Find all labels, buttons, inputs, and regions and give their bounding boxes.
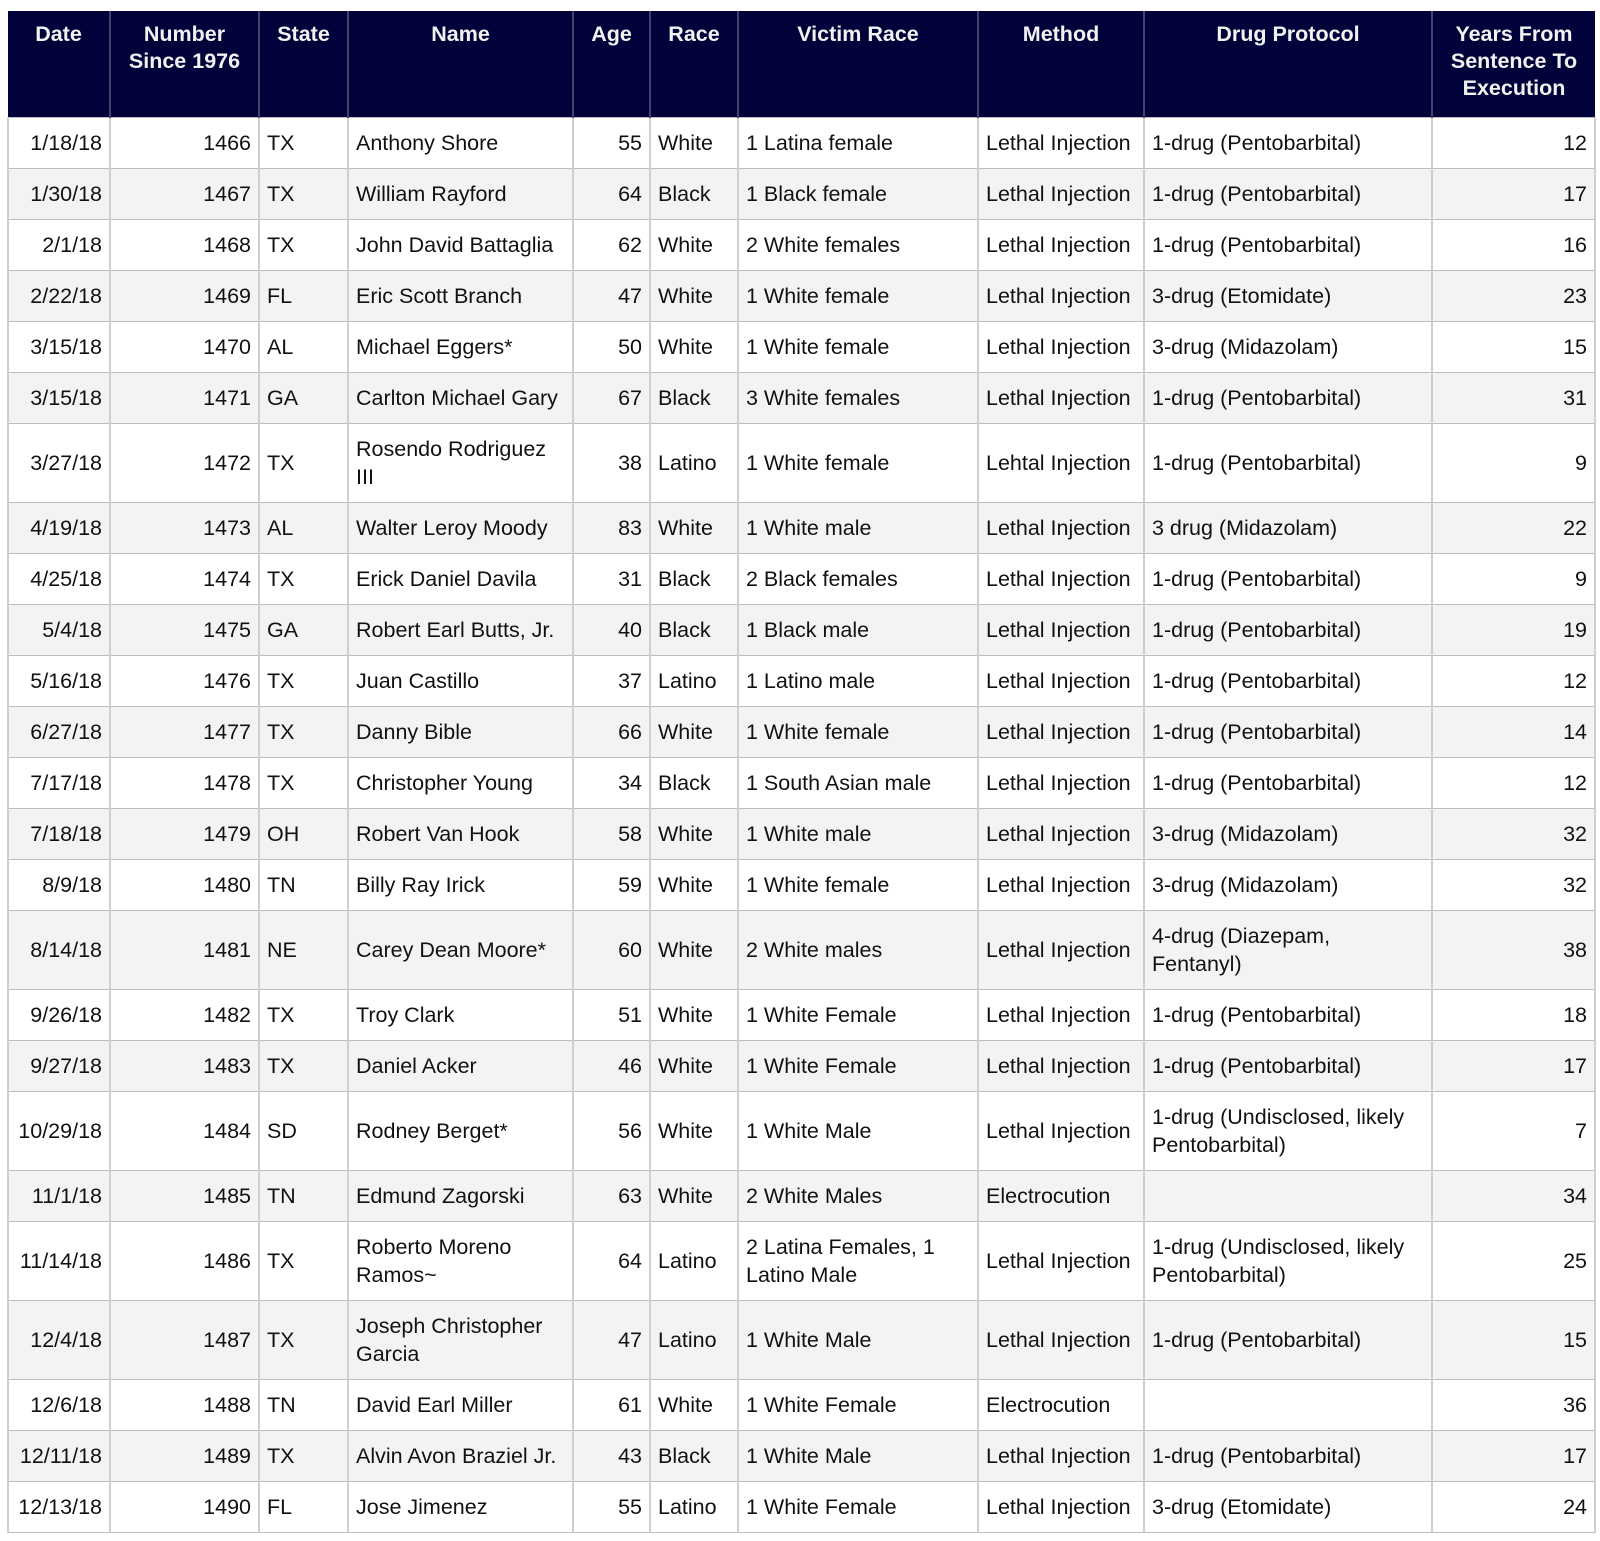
cell-drug-protocol: 1-drug (Pentobarbital) xyxy=(1144,1301,1432,1380)
cell-name: Alvin Avon Braziel Jr. xyxy=(348,1431,573,1482)
cell-name: Walter Leroy Moody xyxy=(348,503,573,554)
cell-name: Carlton Michael Gary xyxy=(348,373,573,424)
cell-method: Lethal Injection xyxy=(978,1431,1144,1482)
cell-name: Troy Clark xyxy=(348,990,573,1041)
cell-method: Lethal Injection xyxy=(978,322,1144,373)
cell-method: Lethal Injection xyxy=(978,707,1144,758)
cell-name: Billy Ray Irick xyxy=(348,860,573,911)
cell-age: 47 xyxy=(573,1301,650,1380)
cell-name: Carey Dean Moore* xyxy=(348,911,573,990)
cell-name: William Rayford xyxy=(348,169,573,220)
cell-age: 59 xyxy=(573,860,650,911)
cell-date: 5/16/18 xyxy=(8,656,110,707)
cell-age: 56 xyxy=(573,1092,650,1171)
cell-years: 32 xyxy=(1432,809,1595,860)
cell-date: 3/15/18 xyxy=(8,373,110,424)
cell-years: 17 xyxy=(1432,169,1595,220)
cell-drug-protocol: 1-drug (Pentobarbital) xyxy=(1144,554,1432,605)
cell-number: 1488 xyxy=(110,1380,259,1431)
cell-method: Lethal Injection xyxy=(978,271,1144,322)
column-header-date: Date xyxy=(8,11,110,118)
cell-method: Lethal Injection xyxy=(978,554,1144,605)
table-row xyxy=(8,169,1595,220)
cell-date: 3/27/18 xyxy=(8,424,110,503)
cell-date: 8/9/18 xyxy=(8,860,110,911)
cell-name: Anthony Shore xyxy=(348,118,573,169)
cell-years: 36 xyxy=(1432,1380,1595,1431)
table-row xyxy=(8,271,1595,322)
cell-race: White xyxy=(650,1092,738,1171)
cell-method: Lethal Injection xyxy=(978,990,1144,1041)
cell-victim-race: 1 White Female xyxy=(738,1041,978,1092)
cell-years: 18 xyxy=(1432,990,1595,1041)
cell-age: 58 xyxy=(573,809,650,860)
cell-number: 1490 xyxy=(110,1482,259,1533)
cell-years: 17 xyxy=(1432,1431,1595,1482)
cell-years: 17 xyxy=(1432,1041,1595,1092)
cell-method: Lethal Injection xyxy=(978,1222,1144,1301)
cell-drug-protocol: 1-drug (Pentobarbital) xyxy=(1144,1431,1432,1482)
cell-name: Roberto Moreno Ramos~ xyxy=(348,1222,573,1301)
cell-drug-protocol: 1-drug (Pentobarbital) xyxy=(1144,220,1432,271)
cell-drug-protocol: 1-drug (Pentobarbital) xyxy=(1144,605,1432,656)
cell-victim-race: 3 White females xyxy=(738,373,978,424)
cell-state: TX xyxy=(259,1222,348,1301)
cell-race: Black xyxy=(650,605,738,656)
cell-race: Latino xyxy=(650,424,738,503)
table-row xyxy=(8,503,1595,554)
table-row xyxy=(8,373,1595,424)
cell-years: 15 xyxy=(1432,322,1595,373)
cell-drug-protocol xyxy=(1144,1380,1432,1431)
cell-age: 46 xyxy=(573,1041,650,1092)
cell-date: 4/25/18 xyxy=(8,554,110,605)
table-row xyxy=(8,656,1595,707)
cell-age: 40 xyxy=(573,605,650,656)
cell-victim-race: 1 White female xyxy=(738,707,978,758)
table-row xyxy=(8,1431,1595,1482)
cell-race: Latino xyxy=(650,1222,738,1301)
cell-drug-protocol: 1-drug (Undisclosed, likely Pentobarbital) xyxy=(1144,1222,1432,1301)
cell-drug-protocol: 1-drug (Pentobarbital) xyxy=(1144,424,1432,503)
cell-race: Latino xyxy=(650,656,738,707)
cell-drug-protocol: 3-drug (Midazolam) xyxy=(1144,809,1432,860)
cell-age: 61 xyxy=(573,1380,650,1431)
cell-number: 1470 xyxy=(110,322,259,373)
cell-years: 38 xyxy=(1432,911,1595,990)
cell-name: Eric Scott Branch xyxy=(348,271,573,322)
cell-age: 83 xyxy=(573,503,650,554)
cell-date: 12/6/18 xyxy=(8,1380,110,1431)
table-row xyxy=(8,809,1595,860)
table-row xyxy=(8,1301,1595,1380)
table-row xyxy=(8,605,1595,656)
cell-name: Robert Earl Butts, Jr. xyxy=(348,605,573,656)
cell-name: Robert Van Hook xyxy=(348,809,573,860)
cell-race: Black xyxy=(650,1431,738,1482)
cell-number: 1481 xyxy=(110,911,259,990)
table-body xyxy=(8,118,1595,1533)
cell-date: 3/15/18 xyxy=(8,322,110,373)
cell-number: 1489 xyxy=(110,1431,259,1482)
cell-drug-protocol: 1-drug (Pentobarbital) xyxy=(1144,707,1432,758)
cell-drug-protocol: 3-drug (Midazolam) xyxy=(1144,860,1432,911)
cell-race: White xyxy=(650,990,738,1041)
cell-date: 12/4/18 xyxy=(8,1301,110,1380)
cell-name: Daniel Acker xyxy=(348,1041,573,1092)
cell-number: 1487 xyxy=(110,1301,259,1380)
cell-name: Juan Castillo xyxy=(348,656,573,707)
cell-number: 1479 xyxy=(110,809,259,860)
cell-number: 1482 xyxy=(110,990,259,1041)
cell-date: 4/19/18 xyxy=(8,503,110,554)
cell-victim-race: 1 White female xyxy=(738,424,978,503)
column-header-name: Name xyxy=(348,11,573,118)
cell-victim-race: 2 White males xyxy=(738,911,978,990)
cell-victim-race: 1 White male xyxy=(738,809,978,860)
cell-drug-protocol: 1-drug (Pentobarbital) xyxy=(1144,656,1432,707)
cell-method: Lethal Injection xyxy=(978,860,1144,911)
cell-years: 25 xyxy=(1432,1222,1595,1301)
cell-drug-protocol: 1-drug (Pentobarbital) xyxy=(1144,169,1432,220)
cell-drug-protocol: 3-drug (Etomidate) xyxy=(1144,1482,1432,1533)
cell-state: SD xyxy=(259,1092,348,1171)
cell-drug-protocol: 3-drug (Etomidate) xyxy=(1144,271,1432,322)
column-header-drug-protocol: Drug Protocol xyxy=(1144,11,1432,118)
cell-years: 23 xyxy=(1432,271,1595,322)
cell-method: Lethal Injection xyxy=(978,1482,1144,1533)
cell-race: White xyxy=(650,1171,738,1222)
cell-years: 9 xyxy=(1432,424,1595,503)
cell-drug-protocol: 1-drug (Undisclosed, likely Pentobarbital) xyxy=(1144,1092,1432,1171)
cell-date: 2/1/18 xyxy=(8,220,110,271)
cell-date: 11/1/18 xyxy=(8,1171,110,1222)
cell-victim-race: 1 Latina female xyxy=(738,118,978,169)
cell-years: 34 xyxy=(1432,1171,1595,1222)
column-header-state: State xyxy=(259,11,348,118)
cell-drug-protocol: 1-drug (Pentobarbital) xyxy=(1144,373,1432,424)
cell-name: Danny Bible xyxy=(348,707,573,758)
cell-method: Lethal Injection xyxy=(978,373,1144,424)
table-row xyxy=(8,1222,1595,1301)
cell-date: 9/26/18 xyxy=(8,990,110,1041)
table-row xyxy=(8,707,1595,758)
cell-age: 51 xyxy=(573,990,650,1041)
cell-race: White xyxy=(650,271,738,322)
cell-state: TX xyxy=(259,990,348,1041)
cell-name: John David Battaglia xyxy=(348,220,573,271)
cell-age: 63 xyxy=(573,1171,650,1222)
cell-name: Joseph Christopher Garcia xyxy=(348,1301,573,1380)
cell-age: 50 xyxy=(573,322,650,373)
cell-victim-race: 1 White Female xyxy=(738,1380,978,1431)
cell-age: 34 xyxy=(573,758,650,809)
cell-date: 11/14/18 xyxy=(8,1222,110,1301)
cell-years: 15 xyxy=(1432,1301,1595,1380)
cell-victim-race: 1 White male xyxy=(738,503,978,554)
cell-date: 12/13/18 xyxy=(8,1482,110,1533)
cell-race: White xyxy=(650,1380,738,1431)
cell-number: 1483 xyxy=(110,1041,259,1092)
cell-age: 64 xyxy=(573,1222,650,1301)
cell-victim-race: 2 Latina Females, 1 Latino Male xyxy=(738,1222,978,1301)
cell-victim-race: 2 White females xyxy=(738,220,978,271)
cell-state: AL xyxy=(259,503,348,554)
cell-date: 9/27/18 xyxy=(8,1041,110,1092)
cell-method: Lethal Injection xyxy=(978,758,1144,809)
cell-method: Lethal Injection xyxy=(978,1041,1144,1092)
cell-state: TX xyxy=(259,1301,348,1380)
cell-years: 12 xyxy=(1432,118,1595,169)
cell-years: 24 xyxy=(1432,1482,1595,1533)
cell-method: Lethal Injection xyxy=(978,169,1144,220)
cell-number: 1486 xyxy=(110,1222,259,1301)
cell-method: Lethal Injection xyxy=(978,1092,1144,1171)
cell-number: 1477 xyxy=(110,707,259,758)
cell-state: GA xyxy=(259,605,348,656)
cell-drug-protocol: 1-drug (Pentobarbital) xyxy=(1144,758,1432,809)
cell-state: TX xyxy=(259,554,348,605)
cell-method: Electrocution xyxy=(978,1171,1144,1222)
cell-state: TX xyxy=(259,656,348,707)
cell-race: Black xyxy=(650,373,738,424)
table-row xyxy=(8,1171,1595,1222)
table-row xyxy=(8,118,1595,169)
cell-state: TX xyxy=(259,707,348,758)
cell-victim-race: 1 Latino male xyxy=(738,656,978,707)
cell-race: White xyxy=(650,118,738,169)
cell-number: 1472 xyxy=(110,424,259,503)
table-row xyxy=(8,1041,1595,1092)
cell-drug-protocol xyxy=(1144,1171,1432,1222)
cell-name: Edmund Zagorski xyxy=(348,1171,573,1222)
cell-race: White xyxy=(650,1041,738,1092)
cell-years: 22 xyxy=(1432,503,1595,554)
cell-name: Jose Jimenez xyxy=(348,1482,573,1533)
cell-number: 1466 xyxy=(110,118,259,169)
column-header-years: Years From Sentence To Execution xyxy=(1432,11,1595,118)
cell-method: Lethal Injection xyxy=(978,118,1144,169)
cell-victim-race: 1 Black female xyxy=(738,169,978,220)
cell-state: TX xyxy=(259,424,348,503)
cell-age: 67 xyxy=(573,373,650,424)
table-row xyxy=(8,758,1595,809)
cell-name: David Earl Miller xyxy=(348,1380,573,1431)
cell-method: Lethal Injection xyxy=(978,656,1144,707)
table-row xyxy=(8,322,1595,373)
cell-drug-protocol: 4-drug (Diazepam, Fentanyl) xyxy=(1144,911,1432,990)
table-row xyxy=(8,1482,1595,1533)
cell-victim-race: 1 White Female xyxy=(738,990,978,1041)
cell-race: White xyxy=(650,809,738,860)
cell-method: Lethal Injection xyxy=(978,809,1144,860)
cell-date: 8/14/18 xyxy=(8,911,110,990)
cell-state: OH xyxy=(259,809,348,860)
cell-date: 6/27/18 xyxy=(8,707,110,758)
cell-age: 66 xyxy=(573,707,650,758)
table-row xyxy=(8,1092,1595,1171)
cell-state: TN xyxy=(259,1171,348,1222)
cell-age: 62 xyxy=(573,220,650,271)
cell-date: 5/4/18 xyxy=(8,605,110,656)
table-row xyxy=(8,220,1595,271)
cell-victim-race: 1 White female xyxy=(738,860,978,911)
cell-date: 1/30/18 xyxy=(8,169,110,220)
cell-age: 37 xyxy=(573,656,650,707)
cell-state: TN xyxy=(259,860,348,911)
table-row xyxy=(8,1380,1595,1431)
column-header-number: Number Since 1976 xyxy=(110,11,259,118)
cell-number: 1476 xyxy=(110,656,259,707)
cell-victim-race: 1 White Male xyxy=(738,1092,978,1171)
cell-method: Lethal Injection xyxy=(978,220,1144,271)
cell-drug-protocol: 1-drug (Pentobarbital) xyxy=(1144,990,1432,1041)
cell-date: 12/11/18 xyxy=(8,1431,110,1482)
cell-race: Black xyxy=(650,758,738,809)
cell-state: TN xyxy=(259,1380,348,1431)
cell-number: 1469 xyxy=(110,271,259,322)
cell-victim-race: 1 White Male xyxy=(738,1431,978,1482)
cell-victim-race: 2 Black females xyxy=(738,554,978,605)
cell-date: 7/18/18 xyxy=(8,809,110,860)
cell-victim-race: 1 White Male xyxy=(738,1301,978,1380)
cell-date: 2/22/18 xyxy=(8,271,110,322)
cell-years: 14 xyxy=(1432,707,1595,758)
cell-state: FL xyxy=(259,1482,348,1533)
cell-method: Lehtal Injection xyxy=(978,424,1144,503)
cell-years: 16 xyxy=(1432,220,1595,271)
cell-number: 1471 xyxy=(110,373,259,424)
cell-state: NE xyxy=(259,911,348,990)
cell-victim-race: 1 White female xyxy=(738,322,978,373)
cell-number: 1474 xyxy=(110,554,259,605)
cell-number: 1485 xyxy=(110,1171,259,1222)
column-header-method: Method xyxy=(978,11,1144,118)
cell-years: 32 xyxy=(1432,860,1595,911)
table-row xyxy=(8,990,1595,1041)
cell-drug-protocol: 3 drug (Midazolam) xyxy=(1144,503,1432,554)
cell-victim-race: 1 Black male xyxy=(738,605,978,656)
cell-state: TX xyxy=(259,1041,348,1092)
cell-drug-protocol: 1-drug (Pentobarbital) xyxy=(1144,1041,1432,1092)
cell-method: Electrocution xyxy=(978,1380,1144,1431)
executions-table xyxy=(7,11,1596,1533)
cell-number: 1468 xyxy=(110,220,259,271)
cell-age: 38 xyxy=(573,424,650,503)
cell-race: White xyxy=(650,860,738,911)
cell-race: White xyxy=(650,220,738,271)
cell-race: White xyxy=(650,322,738,373)
table-row xyxy=(8,860,1595,911)
cell-drug-protocol: 1-drug (Pentobarbital) xyxy=(1144,118,1432,169)
cell-years: 12 xyxy=(1432,758,1595,809)
cell-method: Lethal Injection xyxy=(978,911,1144,990)
column-header-race: Race xyxy=(650,11,738,118)
cell-method: Lethal Injection xyxy=(978,503,1144,554)
cell-years: 31 xyxy=(1432,373,1595,424)
cell-age: 47 xyxy=(573,271,650,322)
cell-years: 19 xyxy=(1432,605,1595,656)
cell-years: 9 xyxy=(1432,554,1595,605)
cell-state: GA xyxy=(259,373,348,424)
cell-name: Erick Daniel Davila xyxy=(348,554,573,605)
cell-age: 55 xyxy=(573,118,650,169)
cell-race: Black xyxy=(650,554,738,605)
cell-victim-race: 1 South Asian male xyxy=(738,758,978,809)
table-row xyxy=(8,554,1595,605)
cell-drug-protocol: 3-drug (Midazolam) xyxy=(1144,322,1432,373)
cell-state: TX xyxy=(259,220,348,271)
cell-state: TX xyxy=(259,169,348,220)
cell-age: 31 xyxy=(573,554,650,605)
cell-method: Lethal Injection xyxy=(978,605,1144,656)
table-row xyxy=(8,424,1595,503)
cell-race: Latino xyxy=(650,1482,738,1533)
cell-victim-race: 2 White Males xyxy=(738,1171,978,1222)
header-row xyxy=(8,11,1595,118)
cell-age: 60 xyxy=(573,911,650,990)
cell-number: 1475 xyxy=(110,605,259,656)
cell-number: 1484 xyxy=(110,1092,259,1171)
cell-age: 43 xyxy=(573,1431,650,1482)
cell-name: Rosendo Rodriguez III xyxy=(348,424,573,503)
cell-date: 1/18/18 xyxy=(8,118,110,169)
cell-state: FL xyxy=(259,271,348,322)
column-header-age: Age xyxy=(573,11,650,118)
cell-name: Rodney Berget* xyxy=(348,1092,573,1171)
cell-years: 12 xyxy=(1432,656,1595,707)
cell-number: 1473 xyxy=(110,503,259,554)
cell-number: 1478 xyxy=(110,758,259,809)
cell-race: Latino xyxy=(650,1301,738,1380)
cell-name: Michael Eggers* xyxy=(348,322,573,373)
column-header-victim-race: Victim Race xyxy=(738,11,978,118)
cell-years: 7 xyxy=(1432,1092,1595,1171)
table-row xyxy=(8,911,1595,990)
cell-victim-race: 1 White female xyxy=(738,271,978,322)
cell-name: Christopher Young xyxy=(348,758,573,809)
cell-state: TX xyxy=(259,118,348,169)
cell-state: TX xyxy=(259,758,348,809)
cell-race: White xyxy=(650,911,738,990)
cell-method: Lethal Injection xyxy=(978,1301,1144,1380)
cell-race: Black xyxy=(650,169,738,220)
cell-age: 64 xyxy=(573,169,650,220)
cell-race: White xyxy=(650,707,738,758)
cell-number: 1480 xyxy=(110,860,259,911)
cell-number: 1467 xyxy=(110,169,259,220)
cell-race: White xyxy=(650,503,738,554)
cell-state: AL xyxy=(259,322,348,373)
cell-age: 55 xyxy=(573,1482,650,1533)
cell-state: TX xyxy=(259,1431,348,1482)
cell-victim-race: 1 White Female xyxy=(738,1482,978,1533)
cell-date: 7/17/18 xyxy=(8,758,110,809)
cell-date: 10/29/18 xyxy=(8,1092,110,1171)
